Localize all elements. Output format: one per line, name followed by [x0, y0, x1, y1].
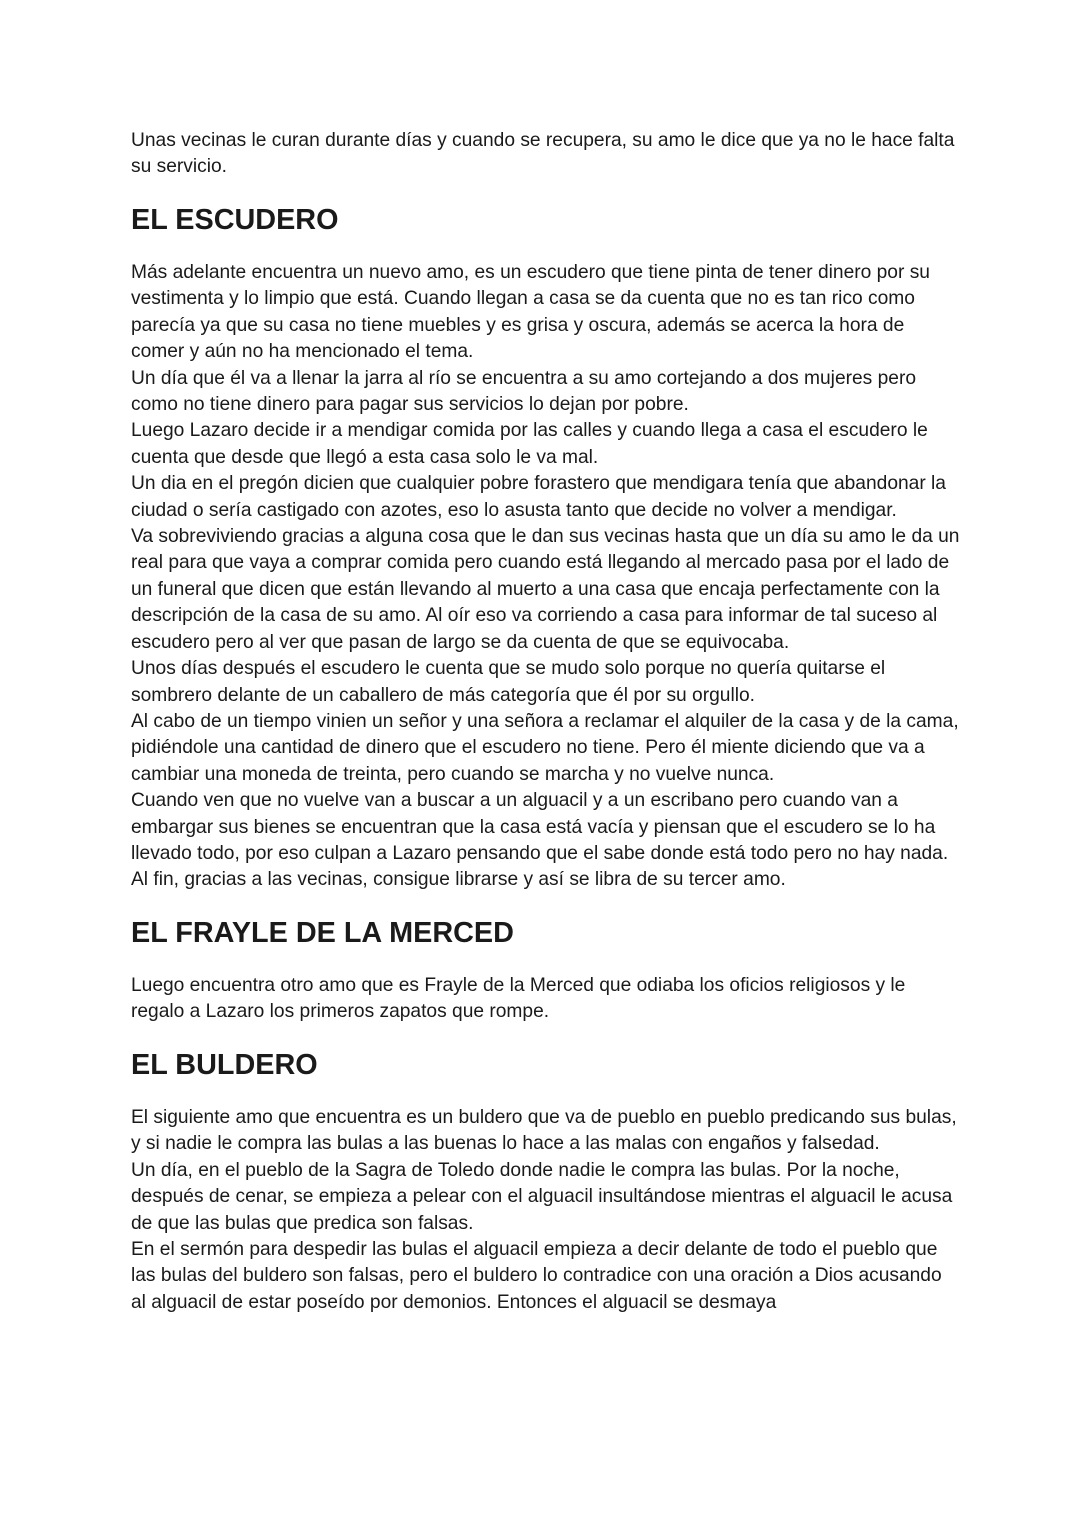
paragraph: Luego Lazaro decide ir a mendigar comida por las calles y cuando llega a casa el escudero le cuenta que desde que llegó a esta casa solo le va mal. [131, 420, 928, 468]
paragraph: Un dia en el pregón dicien que cualquier pobre forastero que mendigara tenía que abandonar la ciudad o sería castigado con azotes, eso lo asusta tanto que decide no volver a mendigar. [131, 473, 946, 521]
paragraph: En el sermón para despedir las bulas el alguacil empieza a decir delante de todo el pueblo que las bulas del buldero son falsas, pero el buldero lo contradice con una oración a Dios acusando al alguacil de estar poseído por demonios. Entonces el alguacil se desmaya [131, 1238, 942, 1313]
paragraph: Va sobreviviendo gracias a alguna cosa que le dan sus vecinas hasta que un día su amo le da un real para que vaya a comprar comida pero cuando está llegando al mercado pasa por el lado de un funeral que dicen que están llevando al muerto a una casa que encaja perfectamente con la descripción de la casa de su amo. Al oír eso va corriendo a casa para informar de tal suceso al escudero pero al ver que pasan de largo se da cuenta de que se equivocaba. [131, 526, 960, 653]
paragraph: Más adelante encuentra un nuevo amo, es un escudero que tiene pinta de tener dinero por su vestimenta y lo limpio que está. Cuando llegan a casa se da cuenta que no es tan rico como parecía ya que su casa no tiene muebles y es grisa y oscura, además se acerca la hora de comer y aún no ha mencionado el tema. [131, 262, 930, 363]
paragraph: Luego encuentra otro amo que es Frayle de la Merced que odiaba los oficios religiosos y le regalo a Lazaro los primeros zapatos que rompe. [131, 974, 906, 1023]
section-heading-buldero: EL BULDERO [131, 1049, 318, 1082]
paragraph: Al cabo de un tiempo vinien un señor y una señora a reclamar el alquiler de la casa y de la cama, pidiéndole una cantidad de dinero que el escudero no tiene. Pero él miente diciendo que va a cambiar una moneda de treinta, pero cuando se marcha y no vuelve nunca. [131, 710, 959, 785]
section-body-buldero [131, 1105, 960, 1316]
section-body-escudero [131, 260, 960, 894]
paragraph: Cuando ven que no vuelve van a buscar a un alguacil y a un escribano pero cuando van a embargar sus bienes se encuentran que la casa está vacía y piensan que el escudero se lo ha llevado todo, por eso culpan a Lazaro pensando que el sabe donde está todo pero no hay nada. Al fin, gracias a las vecinas, consigue librarse y así se libra de su tercer amo. [131, 790, 949, 891]
section-body-frayle [131, 973, 960, 1026]
paragraph: Unos días después el escudero le cuenta que se mudo solo porque no quería quitarse el sombrero delante de un caballero de más categoría que él por su orgullo. [131, 658, 886, 706]
paragraph: Un día, en el pueblo de la Sagra de Toledo donde nadie le compra las bulas. Por la noche, después de cenar, se empieza a pelear con el alguacil insultándose mientras el alguacil le acusa de que las bulas que predica son falsas. [131, 1159, 953, 1234]
section-heading-escudero: EL ESCUDERO [131, 204, 339, 237]
section-heading-frayle: EL FRAYLE DE LA MERCED [131, 917, 514, 950]
paragraph: Un día que él va a llenar la jarra al río se encuentra a su amo cortejando a dos mujeres pero como no tiene dinero para pagar sus servicios lo dejan por pobre. [131, 367, 917, 416]
intro-paragraph: Unas vecinas le curan durante días y cuando se recupera, su amo le dice que ya no le hace falta su servicio. [131, 130, 955, 178]
paragraph: El siguiente amo que encuentra es un buldero que va de pueblo en pueblo predicando sus bulas, y si nadie le compra las bulas a las buenas lo hace a las malas con engaños y falsedad. [131, 1106, 957, 1155]
